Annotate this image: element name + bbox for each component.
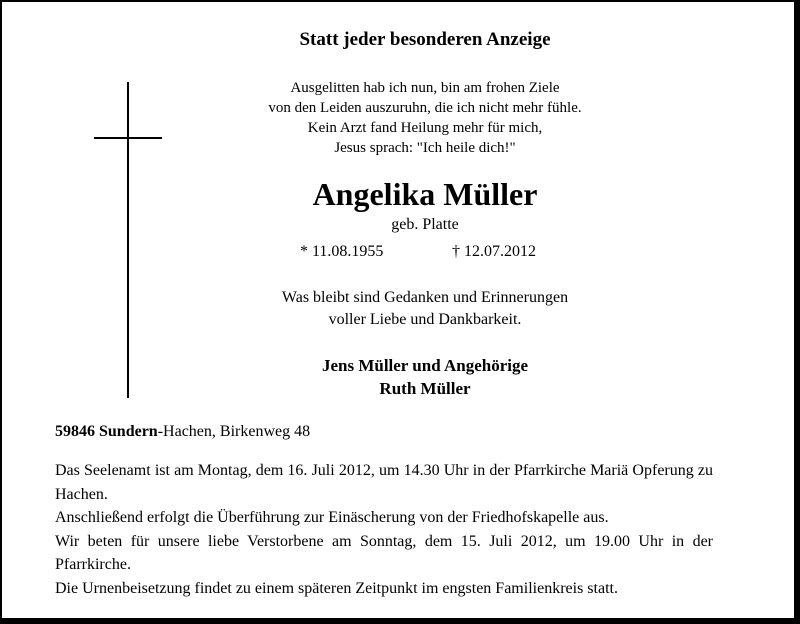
cross-horizontal-bar xyxy=(94,137,162,139)
memorial-quote xyxy=(0,287,800,331)
poem xyxy=(0,78,800,158)
deceased-name: Angelika Müller xyxy=(312,176,538,212)
address xyxy=(55,421,310,443)
service-notice xyxy=(55,459,713,600)
mourners xyxy=(0,354,800,400)
address-street: -Hachen, Birkenweg 48 xyxy=(157,423,311,440)
notice-paragraph: Das Seelenamt ist am Montag, dem 16. Juli 2012, um 14.30 Uhr in der Pfarrkirche Mariä Opferung zu Hachen. xyxy=(55,462,713,503)
notice-paragraph: Die Urnenbeisetzung findet zu einem späteren Zeitpunkt im engsten Familienkreis statt. xyxy=(55,579,618,597)
mourner-line: Ruth Müller xyxy=(379,379,471,398)
quote-line: Was bleibt sind Gedanken und Erinnerungen xyxy=(281,289,569,306)
announcement-heading: Statt jeder besonderen Anzeige xyxy=(299,29,551,50)
birth-date: * 11.08.1955 xyxy=(300,243,384,260)
notice-paragraph: Anschließend erfolgt die Überführung zur Einäscherung von der Friedhofskapelle aus. xyxy=(55,509,609,526)
mourner-line: Jens Müller und Angehörige xyxy=(321,356,529,375)
death-date: † 12.07.2012 xyxy=(452,243,536,260)
poem-line: Kein Arzt fand Heilung mehr für mich, xyxy=(307,120,543,136)
poem-line: Jesus sprach: "Ich heile dich!" xyxy=(334,140,516,156)
poem-line: Ausgelitten hab ich nun, bin am frohen Ziele xyxy=(290,80,560,96)
poem-line: von den Leiden auszuruhn, die ich nicht mehr fühle. xyxy=(268,100,582,116)
cross-vertical-bar xyxy=(127,82,129,398)
address-postal-city: 59846 Sundern xyxy=(55,423,158,440)
quote-line: voller Liebe und Dankbarkeit. xyxy=(328,311,522,328)
notice-paragraph: Wir beten für unsere liebe Verstorbene am Sonntag, dem 15. Juli 2012, um 19.00 Uhr in der Pfarrkirche. xyxy=(55,532,713,573)
maiden-name: geb. Platte xyxy=(391,216,459,233)
